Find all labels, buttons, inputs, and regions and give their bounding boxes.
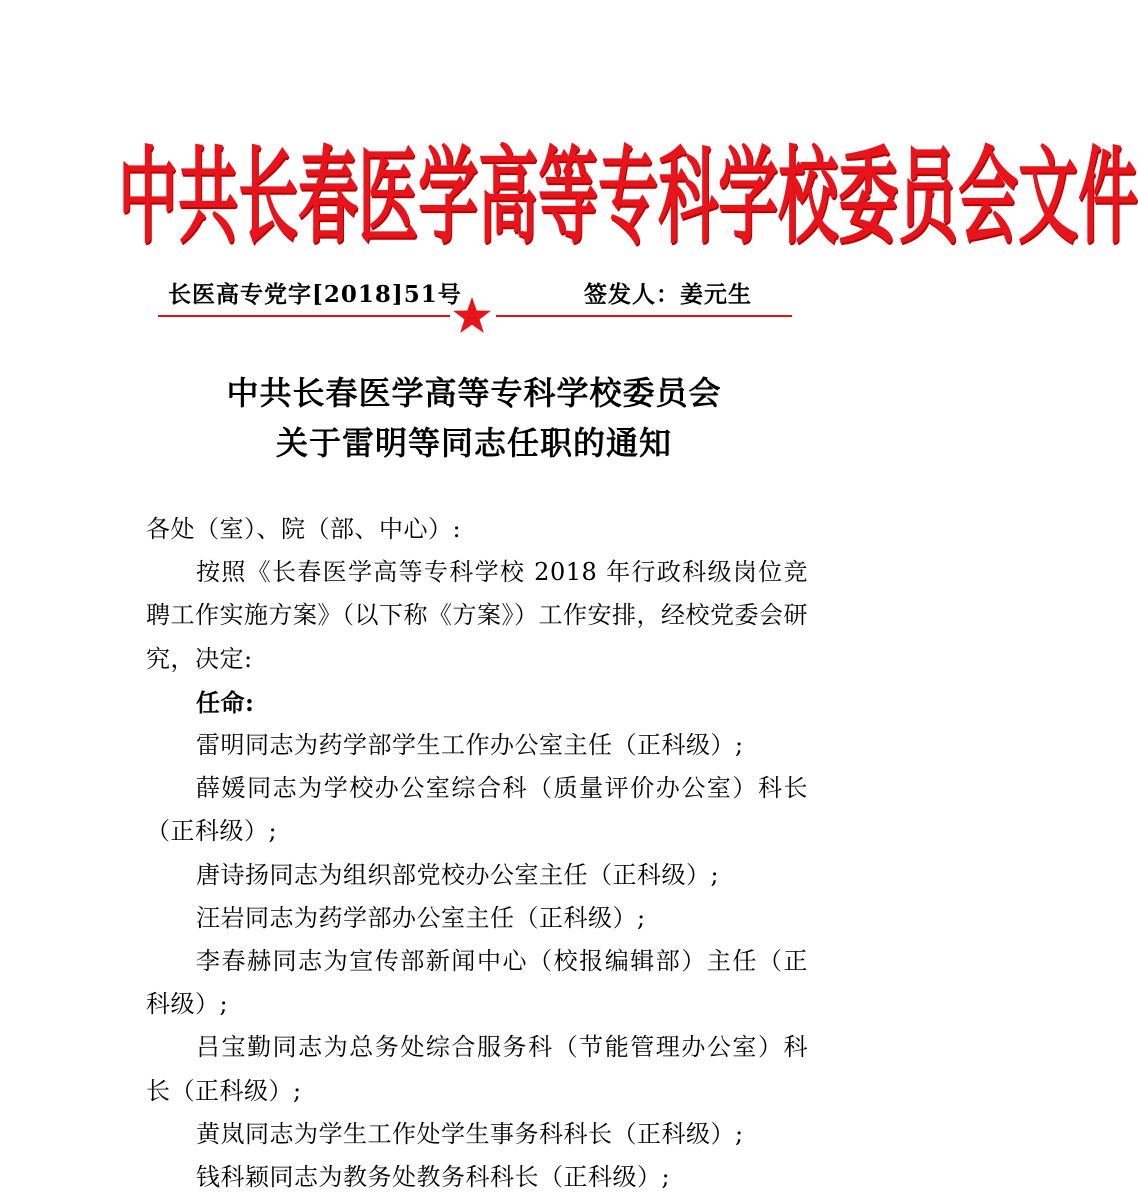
appointment-item: 黄岚同志为学生工作处学生事务科科长（正科级）; (196, 1119, 744, 1148)
masthead-char: 医 (358, 136, 418, 259)
intro-paragraph: 按照《长春医学高等专科学校 2018 年行政科级岗位竞聘工作实施方案》（以下称《方案》）工作安排，经校党委会研究，决定: (146, 558, 808, 673)
appointment-item: 钱科颖同志为教务处教务科科长（正科级）; (196, 1163, 671, 1192)
masthead-char: 共 (178, 136, 238, 259)
appointment-item: 唐诗扬同志为组织部党校办公室主任（正科级）; (196, 860, 720, 889)
document-number: 长医高专党字[2018]51号 (168, 281, 462, 308)
masthead-title (118, 136, 1138, 259)
masthead-char: 学 (418, 136, 478, 259)
masthead-char: 会 (958, 136, 1018, 259)
notice-body (146, 508, 808, 1199)
masthead-char: 员 (898, 136, 958, 259)
masthead-char: 春 (298, 136, 358, 259)
masthead-char: 件 (1078, 136, 1138, 259)
masthead-char: 专 (598, 136, 658, 259)
masthead-char: 高 (478, 136, 538, 259)
notice-title-line-1: 中共长春医学高等专科学校委员会 (226, 374, 722, 412)
notice-title-line-2: 关于雷明等同志任职的通知 (275, 424, 672, 462)
red-rule-left (158, 315, 450, 317)
appointment-item: 吕宝勤同志为总务处综合服务科（节能管理办公室）科长（正科级）; (146, 1033, 808, 1105)
masthead-char: 科 (658, 136, 718, 259)
appointment-item: 薛媛同志为学校办公室综合科（质量评价办公室）科长（正科级）; (146, 774, 808, 846)
salutation: 各处（室）、院（部、中心）: (146, 515, 462, 543)
masthead-char: 委 (838, 136, 898, 259)
masthead-char: 学 (718, 136, 778, 259)
masthead-char: 文 (1018, 136, 1078, 259)
masthead-char: 中 (118, 136, 178, 259)
appointment-item: 李春赫同志为宣传部新闻中心（校报编辑部）主任（正科级）; (146, 947, 808, 1019)
red-rule-right (496, 315, 792, 317)
masthead-char: 长 (238, 136, 298, 259)
section-label: 任命: (196, 687, 255, 717)
signer: 签发人：姜元生 (584, 281, 752, 308)
masthead-char: 等 (538, 136, 598, 259)
appointment-item: 汪岩同志为药学部办公室主任（正科级）; (196, 903, 646, 932)
masthead-char: 校 (778, 136, 838, 259)
red-star-icon (452, 296, 492, 334)
appointment-item: 雷明同志为药学部学生工作办公室主任（正科级）; (196, 731, 744, 760)
